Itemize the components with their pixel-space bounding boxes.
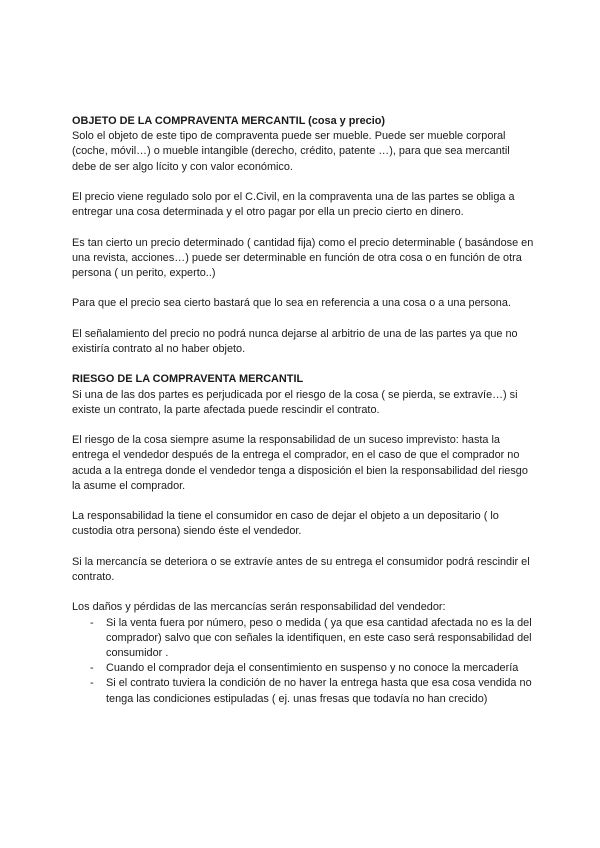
spacer: [72, 494, 534, 509]
list-item-text: Si el contrato tuviera la condición de no haver la entrega hasta que esa cosa vendida no tenga las condiciones estipuladas ( ej. unas fresas que todavía no han crecido): [106, 677, 532, 705]
paragraph: El señalamiento del precio no podrá nunca dejarse al arbitrio de una de las partes ya que no existiría contrato al no haber objeto.: [72, 327, 518, 355]
document-body: [72, 114, 534, 707]
list-bullet: -: [90, 677, 94, 690]
section-heading-objeto: OBJETO DE LA COMPRAVENTA MERCANTIL (cosa y precio): [72, 115, 386, 127]
bullet-list: [72, 616, 534, 707]
list-item-text: Si la venta fuera por número, peso o medida ( ya que esa cantidad afectada no es la del comprador) salvo que con señales la identifiquen, en este caso será responsabilidad del consumidor .: [106, 616, 532, 659]
spacer: [72, 418, 534, 433]
paragraph: Para que el precio sea cierto bastará que lo sea en referencia a una cosa o a una persona.: [72, 297, 511, 310]
paragraph: Los daños y pérdidas de las mercancías serán responsabilidad del vendedor:: [72, 601, 446, 614]
paragraph: Solo el objeto de este tipo de compraventa puede ser mueble. Puede ser mueble corporal (coche, móvil…) o mueble intangible (derecho, crédito, patente …), para que sea mercantil debe de ser algo lícito y con valor económico.: [72, 130, 510, 173]
list-item: [90, 616, 534, 662]
list-bullet: -: [90, 616, 94, 629]
paragraph: Es tan cierto un precio determinado ( cantidad fija) como el precio determinable ( basándose en una revista, acciones…) puede ser determinable en función de otra cosa o en función de otra persona ( un perito, experto..): [72, 236, 534, 279]
spacer: [72, 540, 534, 555]
list-item-text: Cuando el comprador deja el consentimiento en suspenso y no conoce la mercadería: [106, 662, 519, 675]
list-bullet: -: [90, 662, 94, 675]
list-item: [90, 676, 534, 706]
spacer: [72, 220, 534, 235]
paragraph: La responsabilidad la tiene el consumidor en caso de dejar el objeto a un depositario ( lo custodia otra persona) siendo éste el vendedor.: [72, 510, 499, 538]
paragraph: El riesgo de la cosa siempre asume la responsabilidad de un suceso imprevisto: hasta la entrega el vendedor después de la entrega el comprador, en el caso de que el comprador no acuda a la entrega donde el vendedor tenga a disposición el bien la responsabilidad del riesgo la asume el comprador.: [72, 434, 528, 492]
spacer: [72, 312, 534, 327]
section-heading-riesgo: RIESGO DE LA COMPRAVENTA MERCANTIL: [72, 373, 304, 386]
spacer: [72, 585, 534, 600]
spacer: [72, 281, 534, 296]
paragraph: Si una de las dos partes es perjudicada por el riesgo de la cosa ( se pierda, se extravíe…) si existe un contrato, la parte afectada puede rescindir el contrato.: [72, 388, 518, 416]
paragraph: El precio viene regulado solo por el C.Civil, en la compraventa una de las partes se obliga a entregar una cosa determinada y el otro pagar por ella un precio cierto en dinero.: [72, 191, 515, 219]
paragraph: Si la mercancía se deteriora o se extravíe antes de su entrega el consumidor podrá rescindir el contrato.: [72, 555, 530, 583]
spacer: [72, 175, 534, 190]
spacer: [72, 357, 534, 372]
list-item: [90, 661, 534, 676]
